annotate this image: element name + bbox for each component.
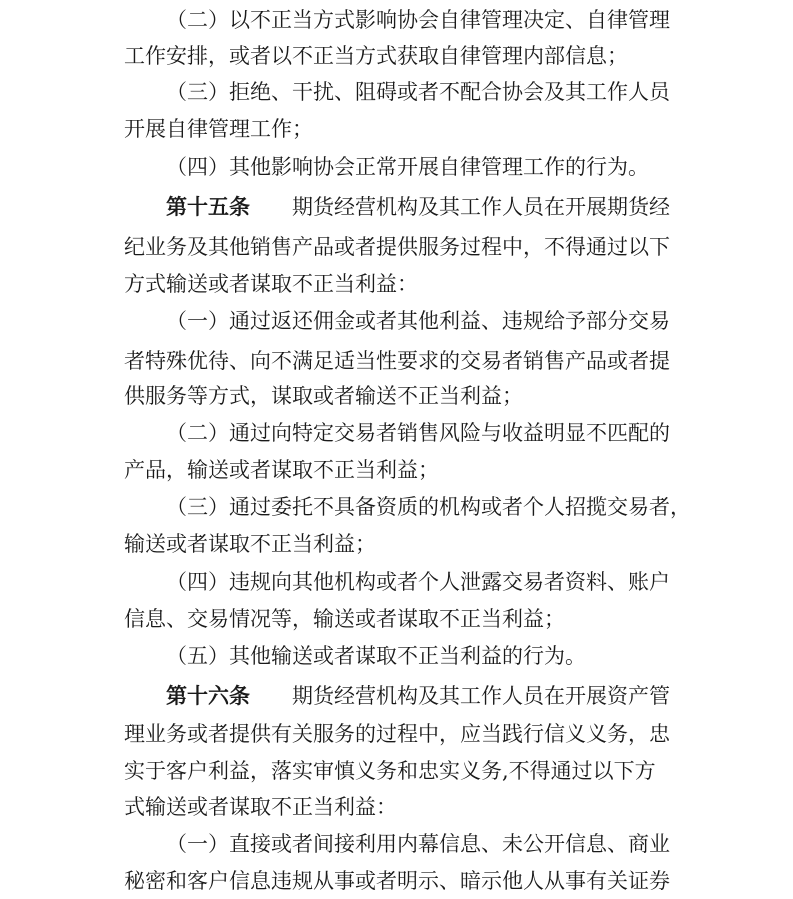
- text-line: 实于客户利益，落实审慎义务和忠实义务,不得通过以下方: [124, 759, 656, 783]
- article-15-line: [166, 191, 670, 223]
- text-line: 信息、交易情况等，输送或者谋取不正当利益；: [124, 607, 565, 631]
- text-line: （三）拒绝、干扰、阻碍或者不配合协会及其工作人员: [166, 80, 670, 104]
- text-line: 纪业务及其他销售产品或者提供服务过程中，不得通过以下: [124, 235, 670, 259]
- text-line: 理业务或者提供有关服务的过程中，应当践行信义义务，忠: [124, 722, 670, 746]
- text-line: 方式输送或者谋取不正当利益：: [124, 272, 418, 296]
- text-line: 者特殊优待、向不满足适当性要求的交易者销售产品或者提: [124, 349, 670, 373]
- text-line: 开展自律管理工作；: [124, 117, 313, 141]
- text-line: （一）直接或者间接利用内幕信息、未公开信息、商业: [166, 832, 670, 856]
- text-line: 输送或者谋取不正当利益；: [124, 532, 376, 556]
- article-16-text: 期货经营机构及其工作人员在开展资产管: [292, 684, 670, 708]
- text-line: 供服务等方式，谋取或者输送不正当利益；: [124, 384, 523, 408]
- article-15-text: 期货经营机构及其工作人员在开展期货经: [292, 195, 670, 219]
- text-line: 工作安排，或者以不正当方式获取自律管理内部信息；: [124, 44, 628, 68]
- text-line: （四）违规向其他机构或者个人泄露交易者资料、账户: [166, 570, 670, 594]
- article-16-line: [166, 680, 670, 712]
- text-line: （二）以不正当方式影响协会自律管理决定、自律管理: [166, 8, 670, 32]
- text-line: 秘密和客户信息违规从事或者明示、暗示他人从事有关证券: [124, 869, 670, 893]
- article-15-heading: 第十五条: [166, 194, 250, 219]
- text-line: （四）其他影响协会正常开展自律管理工作的行为。: [166, 155, 649, 179]
- text-line: 式输送或者谋取不正当利益：: [124, 795, 397, 819]
- text-line: 产品，输送或者谋取不正当利益；: [124, 458, 439, 482]
- text-line: （三）通过委托不具备资质的机构或者个人招揽交易者，: [166, 495, 691, 519]
- text-line: （二）通过向特定交易者销售风险与收益明显不匹配的: [166, 421, 670, 445]
- text-line: （一）通过返还佣金或者其他利益、违规给予部分交易: [166, 309, 670, 333]
- article-16-heading: 第十六条: [166, 683, 250, 708]
- text-line: （五）其他输送或者谋取不正当利益的行为。: [166, 644, 586, 668]
